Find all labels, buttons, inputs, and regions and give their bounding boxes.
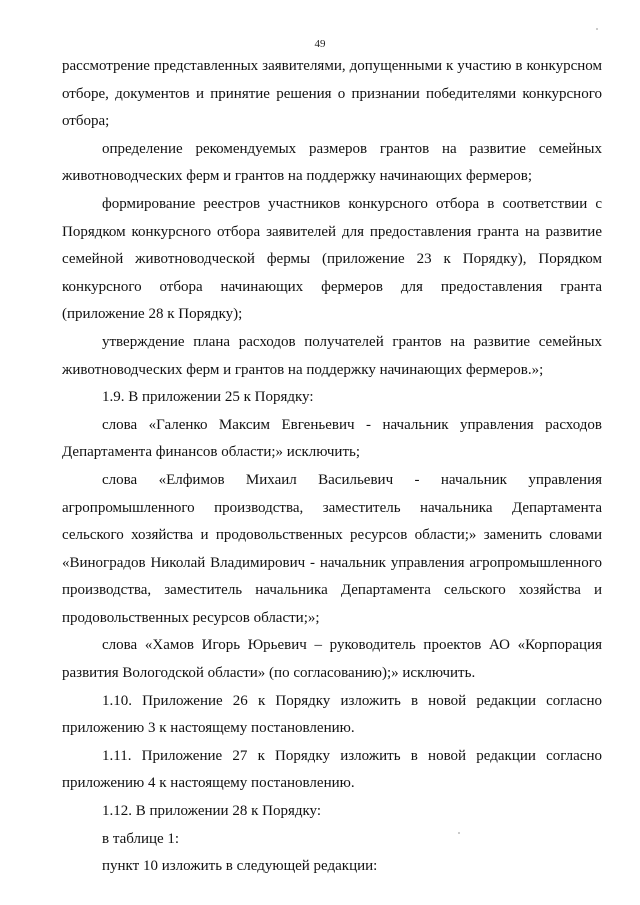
paragraph-item-1-10: 1.10. Приложение 26 к Порядку изложить в новой редакции согласно приложению 3 к настоящему постановлению. xyxy=(62,692,602,737)
paragraph-remove-galenko: слова «Галенко Максим Евгеньевич - начальник управления расходов Департамента финансов области;» исключить; xyxy=(62,416,602,461)
paragraph-review-documents: рассмотрение представленных заявителями, допущенными к участию в конкурсном отборе, документов и принятие решения о признании победителями конкурсного отбора; xyxy=(62,58,602,130)
paragraph-table-1: в таблице 1: xyxy=(102,830,180,847)
page-number: 49 xyxy=(314,38,326,50)
scan-speck xyxy=(458,832,460,834)
paragraph-item-1-12: 1.12. В приложении 28 к Порядку: xyxy=(102,803,322,820)
paragraph-item-1-11: 1.11. Приложение 27 к Порядку изложить в новой редакции согласно приложению 4 к настоящему постановлению. xyxy=(62,747,602,792)
document-body xyxy=(62,53,602,881)
paragraph-point-10: пункт 10 изложить в следующей редакции: xyxy=(102,858,378,875)
paragraph-remove-khamov: слова «Хамов Игорь Юрьевич – руководитель проектов АО «Корпорация развития Вологодской области» (по согласованию);» исключить. xyxy=(62,637,602,682)
paragraph-registries: формирование реестров участников конкурсного отбора в соответствии с Порядком конкурсного отбора заявителей для предоставления гранта на развитие семейной животноводческой фермы (приложение 23 к Порядку), Порядком конкурсного отбора начинающих фермеров для предоставления гранта (приложение 28 к Порядку); xyxy=(62,195,602,323)
paragraph-grant-sizes: определение рекомендуемых размеров грантов на развитие семейных животноводческих ферм и грантов на поддержку начинающих фермеров; xyxy=(62,140,602,185)
paragraph-expense-plan: утверждение плана расходов получателей грантов на развитие семейных животноводческих ферм и грантов на поддержку начинающих фермеров.»; xyxy=(62,333,602,378)
paragraph-replace-elfimov: слова «Елфимов Михаил Васильевич - начальник управления агропромышленного производства, заместитель начальника Департамента сельского хозяйства и продовольственных ресурсов области;» заменить словами «Виноградов Николай Владимирович - начальник управления агропромышленного производства, заместитель начальника Департамента сельского хозяйства и продовольственных ресурсов области;»; xyxy=(62,471,602,626)
paragraph-item-1-9: 1.9. В приложении 25 к Порядку: xyxy=(102,389,314,406)
scan-speck xyxy=(596,28,598,30)
